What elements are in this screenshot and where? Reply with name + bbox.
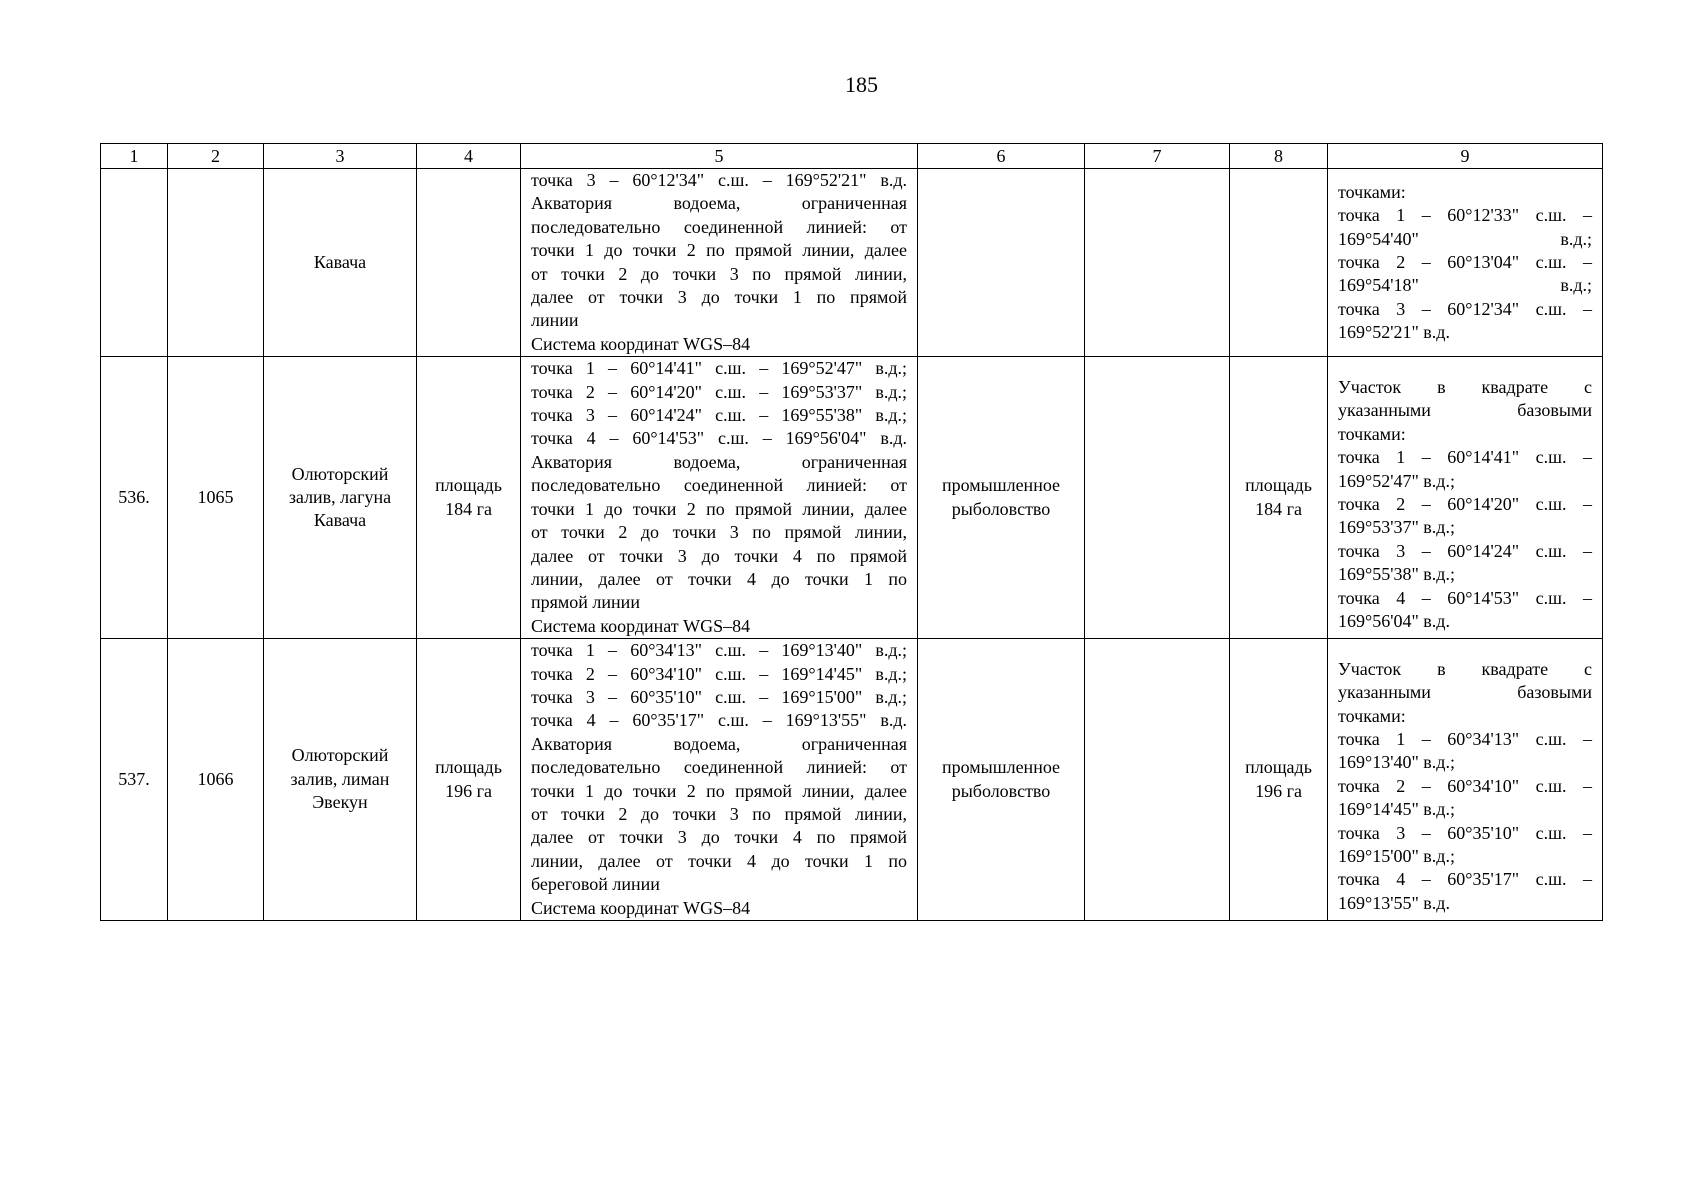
boundary-line: точка 3 – 60°12'34" с.ш. – 169°52'21" в.д. bbox=[531, 170, 907, 190]
purpose-cell: промышленное рыболовство bbox=[918, 357, 1085, 639]
area-cell: площадь 196 га bbox=[417, 639, 521, 921]
description-line: точками: bbox=[1338, 423, 1406, 444]
area-2-cell bbox=[1230, 169, 1328, 357]
boundary-line: Акватория водоема, ограниченная bbox=[531, 733, 907, 754]
description-line: точками: bbox=[1338, 181, 1406, 202]
column-header: 1 bbox=[101, 144, 168, 169]
description-line: 169°54'40" в.д.; bbox=[1338, 228, 1592, 249]
fishing-areas-table bbox=[100, 143, 1603, 921]
boundary-line: точка 1 – 60°14'41" с.ш. – 169°52'47" в.д.; bbox=[531, 358, 907, 379]
boundary-cell bbox=[521, 639, 918, 921]
row-number-cell bbox=[101, 169, 168, 357]
description-line: точка 3 – 60°12'34" с.ш. – bbox=[1338, 298, 1592, 319]
boundary-line: далее от точки 3 до точки 4 по прямой bbox=[531, 827, 907, 848]
boundary-line: от точки 2 до точки 3 по прямой линии, bbox=[531, 263, 907, 284]
description-line: 169°52'21" в.д. bbox=[1338, 322, 1450, 343]
boundary-line: Акватория водоема, ограниченная bbox=[531, 451, 907, 472]
description-line: 169°15'00" в.д.; bbox=[1338, 846, 1455, 867]
description-line: точка 4 – 60°35'17" с.ш. – bbox=[1338, 869, 1592, 890]
column-7-cell bbox=[1085, 169, 1230, 357]
area-code-cell: 1065 bbox=[168, 357, 264, 639]
description-cell bbox=[1328, 357, 1603, 639]
area-2-cell: площадь 184 га bbox=[1230, 357, 1328, 639]
boundary-line: точка 4 – 60°35'17" с.ш. – 169°13'55" в.д. bbox=[531, 710, 907, 731]
description-line: Участок в квадрате с bbox=[1338, 376, 1592, 397]
boundary-line: линии, далее от точки 4 до точки 1 по bbox=[531, 850, 907, 871]
description-cell bbox=[1328, 639, 1603, 921]
column-header: 3 bbox=[264, 144, 417, 169]
description-line: точками: bbox=[1338, 705, 1406, 726]
boundary-line: далее от точки 3 до точки 1 по прямой bbox=[531, 287, 907, 308]
description-line: точка 3 – 60°35'10" с.ш. – bbox=[1338, 822, 1592, 843]
boundary-line: точка 4 – 60°14'53" с.ш. – 169°56'04" в.д. bbox=[531, 428, 907, 449]
column-header: 8 bbox=[1230, 144, 1328, 169]
boundary-line: точка 2 – 60°34'10" с.ш. – 169°14'45" в.д.; bbox=[531, 663, 907, 684]
column-7-cell bbox=[1085, 357, 1230, 639]
row-number-cell: 537. bbox=[101, 639, 168, 921]
boundary-cell bbox=[521, 169, 918, 357]
area-cell bbox=[417, 169, 521, 357]
boundary-line: последовательно соединенной линией: от bbox=[531, 475, 907, 496]
description-line: Участок в квадрате с bbox=[1338, 658, 1592, 679]
boundary-line: точка 2 – 60°14'20" с.ш. – 169°53'37" в.д.; bbox=[531, 381, 907, 402]
description-line: указанными базовыми bbox=[1338, 400, 1592, 421]
row-number-cell: 536. bbox=[101, 357, 168, 639]
boundary-line: последовательно соединенной линией: от bbox=[531, 757, 907, 778]
boundary-line: линии bbox=[531, 310, 579, 331]
description-line: 169°55'38" в.д.; bbox=[1338, 564, 1455, 585]
table-row bbox=[101, 639, 1603, 921]
coordinate-system-line: Система координат WGS–84 bbox=[531, 897, 751, 918]
description-cell bbox=[1328, 169, 1603, 357]
description-line: точка 2 – 60°14'20" с.ш. – bbox=[1338, 493, 1592, 514]
table-row bbox=[101, 357, 1603, 639]
column-header: 2 bbox=[168, 144, 264, 169]
area-2-cell: площадь 196 га bbox=[1230, 639, 1328, 921]
description-line: 169°53'37" в.д.; bbox=[1338, 517, 1455, 538]
boundary-line: от точки 2 до точки 3 по прямой линии, bbox=[531, 522, 907, 543]
coordinate-system-line: Система координат WGS–84 bbox=[531, 333, 751, 354]
boundary-line: точка 3 – 60°35'10" с.ш. – 169°15'00" в.д.; bbox=[531, 686, 907, 707]
purpose-cell bbox=[918, 169, 1085, 357]
column-header: 5 bbox=[521, 144, 918, 169]
column-7-cell bbox=[1085, 639, 1230, 921]
boundary-line: точки 1 до точки 2 по прямой линии, далее bbox=[531, 498, 907, 519]
boundary-line: точка 1 – 60°34'13" с.ш. – 169°13'40" в.д.; bbox=[531, 640, 907, 661]
boundary-line: точка 3 – 60°14'24" с.ш. – 169°55'38" в.д.; bbox=[531, 405, 907, 426]
description-line: точка 1 – 60°34'13" с.ш. – bbox=[1338, 729, 1592, 750]
column-header: 7 bbox=[1085, 144, 1230, 169]
boundary-cell bbox=[521, 357, 918, 639]
boundary-line: прямой линии bbox=[531, 592, 640, 613]
description-line: точка 2 – 60°34'10" с.ш. – bbox=[1338, 775, 1592, 796]
description-line: 169°14'45" в.д.; bbox=[1338, 799, 1455, 820]
description-line: 169°54'18" в.д.; bbox=[1338, 275, 1592, 296]
boundary-line: далее от точки 3 до точки 4 по прямой bbox=[531, 545, 907, 566]
description-line: указанными базовыми bbox=[1338, 682, 1592, 703]
description-line: точка 2 – 60°13'04" с.ш. – bbox=[1338, 251, 1592, 272]
column-header: 4 bbox=[417, 144, 521, 169]
purpose-cell: промышленное рыболовство bbox=[918, 639, 1085, 921]
boundary-line: точки 1 до точки 2 по прямой линии, далее bbox=[531, 240, 907, 261]
description-line: точка 1 – 60°14'41" с.ш. – bbox=[1338, 447, 1592, 468]
column-header: 9 bbox=[1328, 144, 1603, 169]
location-cell: Олюторский залив, лиман Эвекун bbox=[264, 639, 417, 921]
area-code-cell bbox=[168, 169, 264, 357]
area-code-cell: 1066 bbox=[168, 639, 264, 921]
boundary-line: от точки 2 до точки 3 по прямой линии, bbox=[531, 803, 907, 824]
boundary-line: береговой линии bbox=[531, 874, 660, 895]
description-line: 169°52'47" в.д.; bbox=[1338, 470, 1455, 491]
column-number-row bbox=[101, 144, 1603, 169]
boundary-line: линии, далее от точки 4 до точки 1 по bbox=[531, 568, 907, 589]
location-cell: Кавача bbox=[264, 169, 417, 357]
area-cell: площадь 184 га bbox=[417, 357, 521, 639]
description-line: 169°13'40" в.д.; bbox=[1338, 752, 1455, 773]
boundary-line: точки 1 до точки 2 по прямой линии, далее bbox=[531, 780, 907, 801]
description-line: точка 3 – 60°14'24" с.ш. – bbox=[1338, 540, 1592, 561]
description-line: 169°56'04" в.д. bbox=[1338, 611, 1450, 632]
description-line: точка 1 – 60°12'33" с.ш. – bbox=[1338, 205, 1592, 226]
coordinate-system-line: Система координат WGS–84 bbox=[531, 615, 751, 636]
boundary-line: Акватория водоема, ограниченная bbox=[531, 193, 907, 214]
description-line: точка 4 – 60°14'53" с.ш. – bbox=[1338, 587, 1592, 608]
boundary-line: последовательно соединенной линией: от bbox=[531, 216, 907, 237]
location-cell: Олюторский залив, лагуна Кавача bbox=[264, 357, 417, 639]
description-line: 169°13'55" в.д. bbox=[1338, 892, 1450, 913]
page-number: 185 bbox=[845, 72, 878, 97]
table-row bbox=[101, 169, 1603, 357]
column-header: 6 bbox=[918, 144, 1085, 169]
